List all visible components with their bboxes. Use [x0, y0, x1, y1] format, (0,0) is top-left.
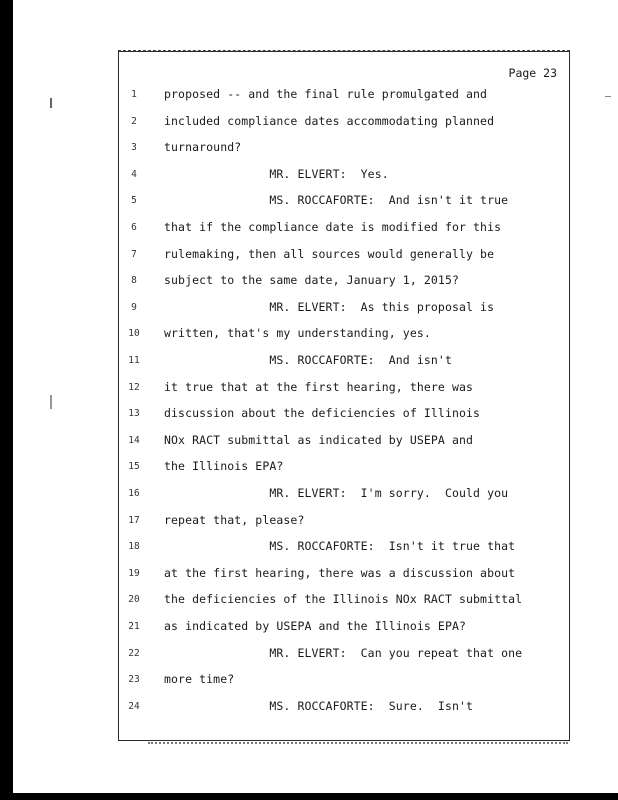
transcript-frame — [118, 51, 570, 741]
transcript-line: turnaround? — [164, 140, 242, 154]
transcript-line: MS. ROCCAFORTE: And isn't — [164, 353, 452, 367]
line-number: 3 — [131, 142, 137, 153]
transcript-line: rulemaking, then all sources would generally be — [164, 247, 495, 261]
transcript-line: MR. ELVERT: As this proposal is — [164, 300, 495, 314]
line-number: 9 — [131, 302, 137, 313]
line-number: 2 — [131, 116, 137, 127]
line-number: 19 — [128, 568, 140, 579]
scan-edge-left — [0, 0, 13, 800]
transcript-line: it true that at the first hearing, there was — [164, 380, 474, 394]
transcript-line: as indicated by USEPA and the Illinois EPA? — [164, 619, 467, 633]
line-number: 23 — [128, 674, 140, 685]
transcript-line: proposed -- and the final rule promulgated and — [164, 87, 488, 101]
transcript-line: the deficiencies of the Illinois NOx RACT submittal — [164, 592, 523, 606]
scan-edge-bottom — [0, 793, 618, 800]
transcript-line: MS. ROCCAFORTE: Isn't it true that — [164, 539, 516, 553]
scan-speck — [605, 96, 611, 97]
line-number: 22 — [128, 648, 140, 659]
transcript-line: more time? — [164, 672, 235, 686]
line-number: 11 — [128, 355, 140, 366]
line-number: 8 — [131, 275, 137, 286]
transcript-line: the Illinois EPA? — [164, 459, 284, 473]
line-number: 12 — [128, 382, 140, 393]
frame-bottom-noise — [148, 742, 568, 744]
transcript-line: discussion about the deficiencies of Illinois — [164, 406, 481, 420]
transcript-line: MR. ELVERT: I'm sorry. Could you — [164, 486, 509, 500]
line-number: 6 — [131, 222, 137, 233]
line-number: 13 — [128, 408, 140, 419]
line-number: 18 — [128, 541, 140, 552]
page-number-header: Page 23 — [508, 66, 557, 80]
line-number: 10 — [128, 328, 140, 339]
line-number: 16 — [128, 488, 140, 499]
transcript-line: MS. ROCCAFORTE: Sure. Isn't — [164, 699, 474, 713]
line-number: 1 — [131, 89, 137, 100]
transcript-line: subject to the same date, January 1, 2015? — [164, 273, 459, 287]
transcript-line: MR. ELVERT: Can you repeat that one — [164, 646, 523, 660]
line-number: 20 — [128, 594, 140, 605]
transcript-line: at the first hearing, there was a discussion about — [164, 566, 516, 580]
scan-speck — [50, 98, 52, 108]
line-number: 15 — [128, 461, 140, 472]
transcript-line: that if the compliance date is modified for this — [164, 220, 502, 234]
scan-speck — [50, 395, 52, 409]
line-number: 14 — [128, 435, 140, 446]
line-number: 5 — [131, 195, 137, 206]
line-number: 7 — [131, 249, 137, 260]
transcript-line: NOx RACT submittal as indicated by USEPA and — [164, 433, 474, 447]
transcript-line: included compliance dates accommodating planned — [164, 114, 495, 128]
line-number: 24 — [128, 701, 140, 712]
transcript-line: MS. ROCCAFORTE: And isn't it true — [164, 193, 509, 207]
transcript-line: repeat that, please? — [164, 513, 305, 527]
line-number: 21 — [128, 621, 140, 632]
line-number: 17 — [128, 515, 140, 526]
transcript-line: MR. ELVERT: Yes. — [164, 167, 389, 181]
transcript-line: written, that's my understanding, yes. — [164, 326, 431, 340]
line-number: 4 — [131, 169, 137, 180]
